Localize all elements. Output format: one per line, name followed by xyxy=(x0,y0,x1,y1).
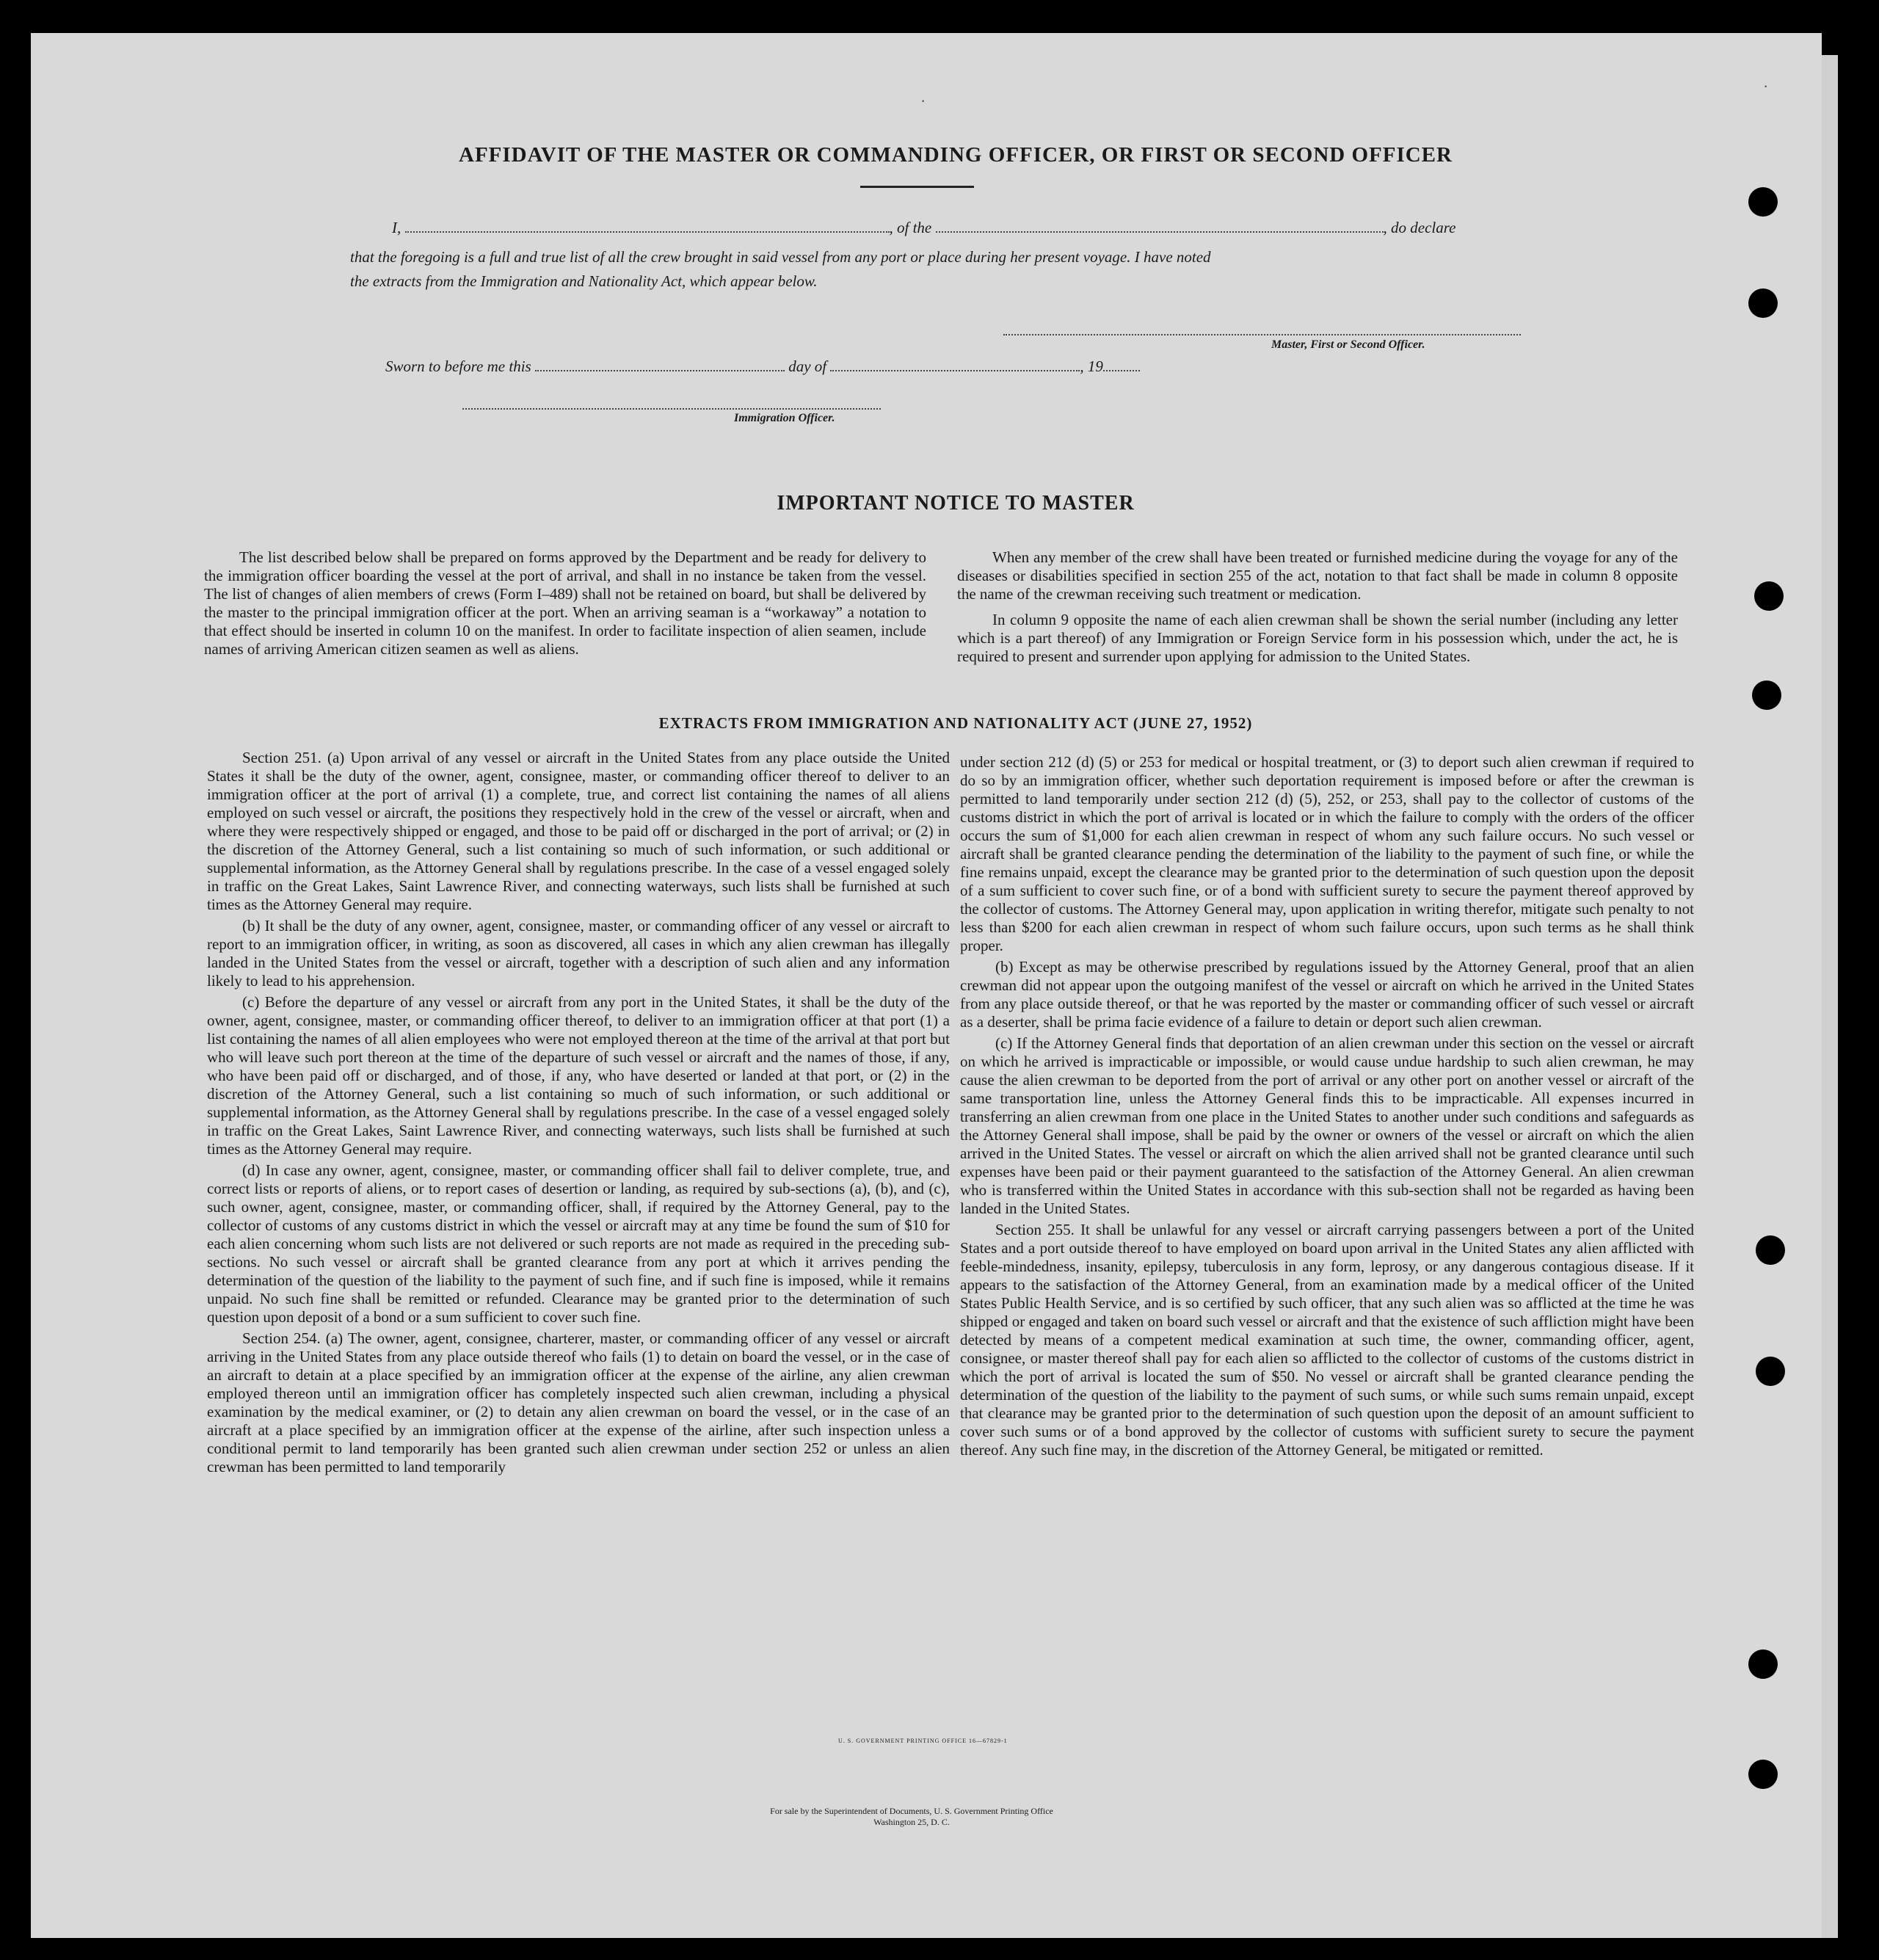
stray-mark: · xyxy=(1763,77,1769,95)
section-251d: (d) In case any owner, agent, consignee, master, or commanding officer shall fail to deliver complete, true, and correct lists or reports of aliens, or to report cases of desertion or landing, as required by sub-sections (a), (b), and (c), such owner, agent, consignee, master, or commanding officer, shall, if required by the Attorney General, pay to the collector of customs of any customs district in which the vessel or aircraft may at any time be found the sum of $10 for each alien concerning whom such lists are not delivered or such reports are not made as required in the preceding sub-sections. No such vessel or aircraft shall be granted clearance from any port at which it arrives pending the determination of the question of the liability to the payment of such fine, and if such fine is imposed, while it remains unpaid. No such fine shall be remitted or refunded. Clearance may be granted prior to the determination of such question upon deposit of a bond or a sum sufficient to cover such fine. xyxy=(207,1161,950,1326)
master-name-field[interactable] xyxy=(405,231,890,233)
day-of-label: day of xyxy=(788,357,827,375)
punch-hole xyxy=(1756,1357,1785,1386)
notice-left-column xyxy=(204,548,926,661)
punch-hole xyxy=(1754,581,1784,611)
affidavit-of-the-label: , of the xyxy=(889,219,932,236)
sworn-day-field[interactable] xyxy=(535,369,785,371)
section-251b: (b) It shall be the duty of any owner, agent, consignee, master, or commanding officer of any vessel or aircraft to report to an immigration officer, in writing, as soon as discovered, all cases in which any alien crewman has illegally landed in the United States from the vessel or aircraft, together with a description of such alien and any information likely to lead to his apprehension. xyxy=(207,917,950,990)
sworn-label: Sworn to before me this xyxy=(385,357,531,375)
punch-hole xyxy=(1748,1760,1778,1789)
sworn-line xyxy=(385,357,1340,376)
affidavit-statement-line: that the foregoing is a full and true list of all the crew brought in said vessel from any port or place during her present voyage. I have noted xyxy=(350,248,1211,266)
extracts-left-column xyxy=(207,749,950,1479)
punch-hole xyxy=(1752,680,1781,710)
notice-right-column xyxy=(957,548,1678,669)
section-254c: (c) If the Attorney General finds that deportation of an alien crewman under this section on the vessel or aircraft on which he arrived is impracticable or impossible, or would cause undue hardship to such alien crewman, he may cause the alien crewman to be deported from the port of arrival or any other port on another vessel or aircraft of the same transportation line, unless the Attorney General finds this to be impracticable. All expenses incurred in transferring an alien crewman from one place in the United States to another under such conditions and safeguards as the Attorney General shall impose, shall be paid by the owner or owners of the vessel or aircraft on which the alien arrived in the United States. The vessel or aircraft on which the alien arrived shall not be granted clearance until such expenses have been paid or their payment guaranteed to the satisfaction of the Attorney General. An alien crewman who is transferred within the United States in accordance with this sub-section shall not be regarded as having been landed in the United States. xyxy=(960,1034,1694,1217)
document-page xyxy=(31,33,1822,1938)
affidavit-declaration-line xyxy=(392,219,1537,237)
section-254a: Section 254. (a) The owner, agent, consignee, charterer, master, or commanding officer of any vessel or aircraft arriving in the United States from any place outside thereof who fails (1) to detain on board the vessel, or in the case of an aircraft to detain at a place specified by an immigration officer at the expense of the airline, any alien crewman employed thereon until an immigration officer has completely inspected such alien crewman, including a physical examination by the medical examiner, or (2) to detain any alien crewman on board the vessel, or in the case of an aircraft at a place specified by an immigration officer at the expense of the airline, after such inspection unless a conditional permit to land temporarily has been granted such alien crewman under section 252 or unless an alien crewman has been permitted to land temporarily xyxy=(207,1329,950,1476)
section-255: Section 255. It shall be unlawful for any vessel or aircraft carrying passengers between a port of the United States and a port outside thereof to have employed on board upon arrival in the United States any alien afflicted with feeble-mindedness, insanity, epilepsy, tuberculosis in any form, leprosy, or any dangerous contagious disease. If it appears to the satisfaction of the Attorney General, from an examination made by a medical officer of the United States Public Health Service, and is so certified by such officer, that any such alien was so afflicted at the time he was shipped or engaged and taken on board such vessel or aircraft and that the existence of such affliction might have been detected by means of a competent medical examination at such time, the owner, commanding officer, agent, consignee, or master thereof shall pay for each alien so afflicted to the collector of customs of the customs district in which the port of arrival is located the sum of $50. No vessel or aircraft shall be granted clearance pending the determination of the question of the liability to the payment of such sums, or while such sums remain unpaid, except that clearance may be granted prior to the determination of such question upon the deposit of an amount sufficient to cover such sums or of a bond approved by the collector of customs with sufficient surety to secure the payment thereof. Any such fine may, in the discretion of the Attorney General, be mitigated or remitted. xyxy=(960,1221,1694,1459)
notice-paragraph: When any member of the crew shall have been treated or furnished medicine during the voyage for any of the diseases or disabilities specified in section 255 of the act, notation to that fact shall be made in column 8 opposite the name of the crewman receiving such treatment or medication. xyxy=(957,548,1678,603)
title-divider xyxy=(860,186,974,188)
notice-paragraph: The list described below shall be prepared on forms approved by the Department and be ready for delivery to the immigration officer boarding the vessel at the port of arrival, and shall in no instance be taken from the vessel. The list of changes of alien members of crews (Form I–489) shall not be retained on board, but shall be delivered by the master to the principal immigration officer at the port. When an arriving seaman is a “workaway” a notation to that effect should be inserted in column 10 on the manifest. In order to facilitate inspection of alien seamen, include names of arriving American citizen seamen as well as aliens. xyxy=(204,548,926,658)
master-signature-line[interactable] xyxy=(1003,334,1521,335)
punch-hole xyxy=(1748,1649,1778,1679)
extracts-right-column xyxy=(960,753,1694,1462)
sworn-month-field[interactable] xyxy=(830,369,1080,371)
section-254b: (b) Except as may be otherwise prescribed by regulations issued by the Attorney General, proof that an alien crewman did not appear upon the outgoing manifest of the vessel or aircraft on which he arrived in the United States from any place outside thereof, or that he was reported by the master or commanding officer of such vessel or aircraft as a deserter, shall be prima facie evidence of a failure to detain or deport such alien crewman. xyxy=(960,958,1694,1031)
master-signature-label: Master, First or Second Officer. xyxy=(1271,338,1425,351)
affidavit-statement-line-2: the extracts from the Immigration and Nationality Act, which appear below. xyxy=(350,272,818,290)
sale-notice xyxy=(618,1806,1205,1828)
affidavit-declare-label: , do declare xyxy=(1383,219,1456,236)
vessel-name-field[interactable] xyxy=(936,231,1384,233)
notice-paragraph: In column 9 opposite the name of each alien crewman shall be shown the serial number (including any letter which is a part thereof) of any Immigration or Foreign Service form in his possession which, under the act, he is required to present and surrender upon applying for admission to the United States. xyxy=(957,611,1678,665)
sale-notice-line-2: Washington 25, D. C. xyxy=(873,1817,950,1827)
printing-office-imprint: U. S. GOVERNMENT PRINTING OFFICE 16—67829-1 xyxy=(838,1738,1008,1744)
sworn-year-field[interactable] xyxy=(1103,369,1140,371)
section-251c: (c) Before the departure of any vessel or aircraft from any port in the United States, it shall be the duty of the owner, agent, consignee, master, or commanding officer thereof, to deliver to an immigration officer at that port (1) a list containing the names of all alien employees who were not employed thereon at the time of the arrival at that port but who will leave such port thereon at the time of the departure of such vessel or aircraft and the names of those, if any, who have been paid off or discharged, and of those, if any, who have deserted or landed at that port, or (2) in the discretion of the Attorney General, such a list containing so much of such information, or such additional or supplemental information, as the Attorney General shall by regulations prescribe. In the case of a vessel engaged solely in traffic on the Great Lakes, Saint Lawrence River, and connecting waterways, such lists shall be furnished at such times as the Attorney General may require. xyxy=(207,993,950,1158)
punch-hole xyxy=(1748,288,1778,318)
section-251a: Section 251. (a) Upon arrival of any vessel or aircraft in the United States from any place outside the United States it shall be the duty of the owner, agent, consignee, master, or commanding officer thereof to deliver to an immigration officer at the port of arrival (1) a complete, true, and correct list containing the names of all aliens employed on such vessel or aircraft, the positions they respectively hold in the crew of the vessel or aircraft, when and where they were respectively shipped or engaged, and those to be paid off or discharged in the port of arrival; or (2) in the discretion of the Attorney General, such a list containing so much of such information, or such additional or supplemental information, as the Attorney General shall by regulations prescribe. In the case of a vessel engaged solely in traffic on the Great Lakes, Saint Lawrence River, and connecting waterways, such lists shall be furnished at such times as the Attorney General may require. xyxy=(207,749,950,913)
extracts-title: EXTRACTS FROM IMMIGRATION AND NATIONALITY ACT (JUNE 27, 1952) xyxy=(658,714,1253,732)
notice-title: IMPORTANT NOTICE TO MASTER xyxy=(777,492,1135,515)
punch-hole xyxy=(1748,187,1778,217)
section-254a-continued: under section 212 (d) (5) or 253 for medical or hospital treatment, or (3) to deport such alien crewman if required to do so by an immigration officer, whether such deportation requirement is imposed before or after the crewman is permitted to land temporarily under section 212 (d) (5), 252, or 253, shall pay to the collector of customs of the customs district in which the port of arrival is located or in which the failure to comply with the orders of the officer occurs the sum of $1,000 for each alien crewman in respect of whom any such failure occurs. No such vessel or aircraft shall be granted clearance pending the determination of the liability to the payment of such fine, or while the fine remains unpaid, except the clearance may be granted prior to the determination of such question upon the deposit of a sum sufficient to cover such fine, or of a bond with sufficient surety to secure the payment thereof approved by the collector of customs. The Attorney General may, upon application in writing therefor, mitigate such penalty to not less than $200 for each alien crewman in respect of whom such failure occurs, upon such terms as he shall think proper. xyxy=(960,753,1694,954)
year-label: , 19 xyxy=(1080,357,1103,375)
stray-mark: · xyxy=(920,92,926,110)
affidavit-title: AFFIDAVIT OF THE MASTER OR COMMANDING OFFICER, OR FIRST OR SECOND OFFICER xyxy=(459,143,1453,167)
punch-hole xyxy=(1756,1235,1785,1265)
immigration-officer-signature-line[interactable] xyxy=(462,408,881,410)
immigration-officer-label: Immigration Officer. xyxy=(734,412,835,424)
sale-notice-line-1: For sale by the Superintendent of Documents, U. S. Government Printing Office xyxy=(770,1806,1053,1816)
affidavit-i-label: I, xyxy=(392,219,401,236)
